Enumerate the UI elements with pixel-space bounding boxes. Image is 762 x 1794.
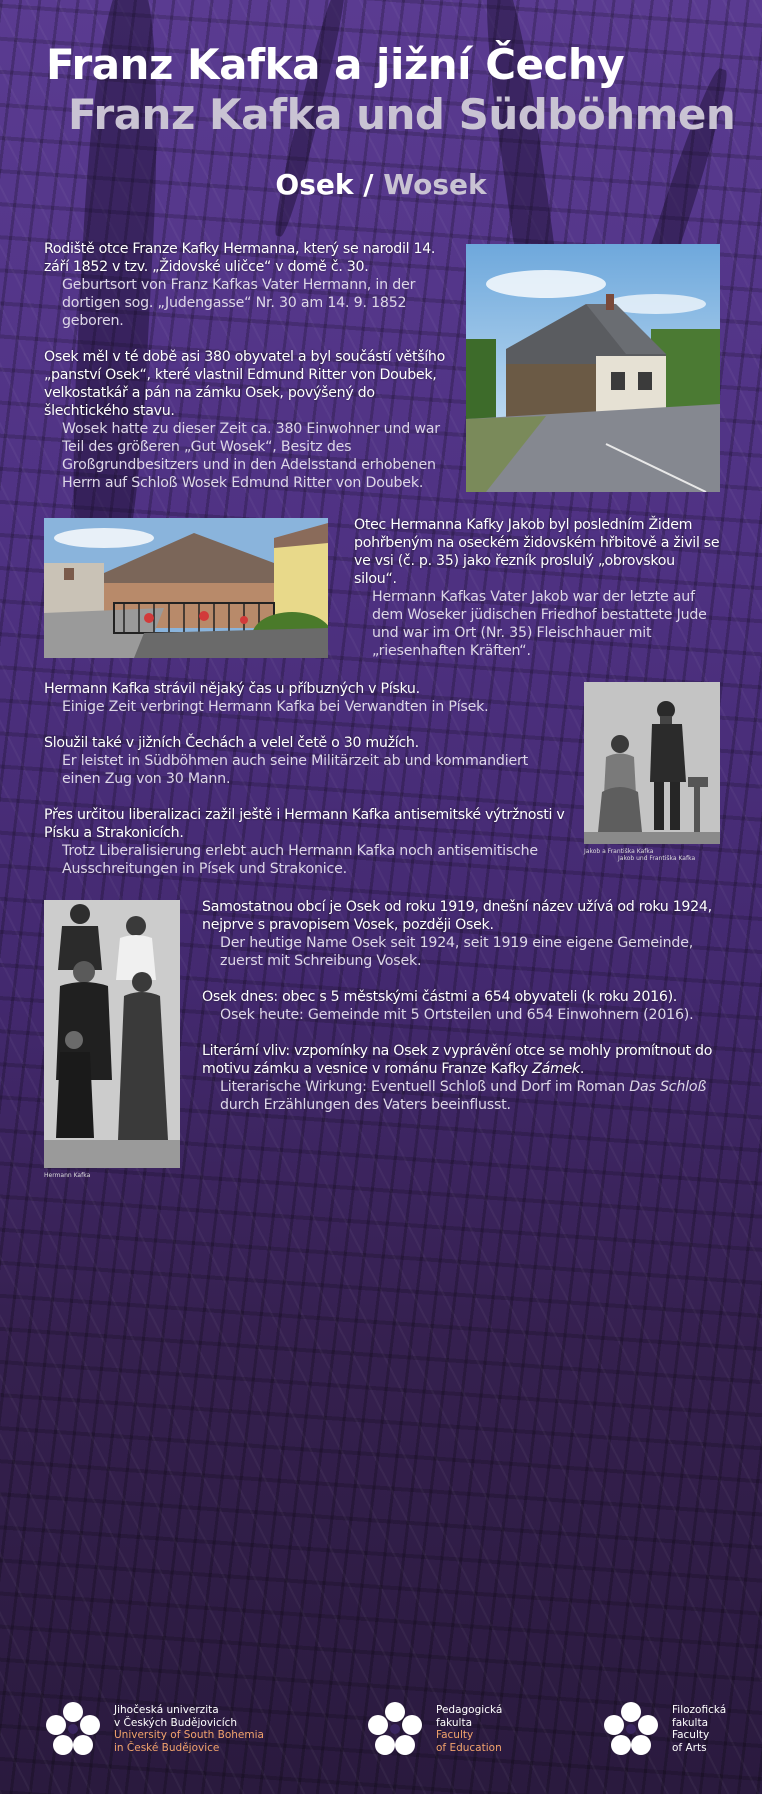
faculty-name-line: Filozofická xyxy=(672,1704,727,1716)
paragraph-czech: Rodiště otce Franze Kafky Hermanna, který se narodil 14. září 1852 v tzv. „Židovské uličce“ v domě č. 30. xyxy=(44,241,436,275)
place-heading xyxy=(0,168,762,201)
faculty-education-logo-icon xyxy=(366,1700,424,1758)
footer-faculty-arts xyxy=(602,1700,726,1758)
university-logo-icon xyxy=(44,1700,102,1758)
paragraph-czech: Osek měl v té době asi 380 obyvatel a byl součástí většího „panství Osek“, které vlastnil Edmund Ritter von Doubek, velkostatkář a pán na zámku Osek, povýšený do šlechtického stavu. xyxy=(44,349,446,419)
paragraph-czech: Otec Hermanna Kafky Jakob byl posledním Židem pohřbeným na oseckém židovském hřbitově a živil se ve vsi (č. p. 35) jako řezník proslulý „obrovskou silou“. xyxy=(354,517,720,587)
place-name-czech: Osek / xyxy=(275,168,374,201)
caption-couple-german: Jakob und Františka Kafka xyxy=(618,855,696,862)
photo-street xyxy=(44,518,328,658)
text-block-osek-today xyxy=(202,898,720,1114)
literary-end-czech: . xyxy=(579,1061,585,1077)
caption-hermann-kafka: Hermann Kafka xyxy=(44,1172,91,1179)
novel-title-german: Das Schloß xyxy=(629,1079,707,1095)
university-name-line: Jihočeská univerzita xyxy=(114,1704,219,1716)
paragraph-german: Wosek hatte zu dieser Zeit ca. 380 Einwohner und war Teil des größeren „Gut Wosek“, Besitz des Großgrundbesitzers und in den Adelsstand erhobenen Herrn auf Schloß Wosek Edmund Ritter von Doubek. xyxy=(62,421,440,491)
caption-couple-czech: Jakob a Františka Kafka xyxy=(584,848,654,855)
literary-text-german: Literarische Wirkung: Eventuell Schloß und Dorf im Roman xyxy=(220,1079,630,1095)
university-name-line: in České Budějovice xyxy=(114,1741,220,1754)
novel-title-czech: Zámek xyxy=(532,1061,580,1077)
university-name xyxy=(114,1704,264,1754)
title-czech: Franz Kafka a jižní Čechy xyxy=(46,40,625,89)
text-block-birthplace xyxy=(44,240,446,492)
paragraph-german: Geburtsort von Franz Kafkas Vater Hermann, in der dortigen sog. „Judengasse“ Nr. 30 am 14. 9. 1852 geboren. xyxy=(62,277,416,329)
place-name-german: Wosek xyxy=(383,168,487,201)
caption-couple xyxy=(584,848,720,862)
footer-faculty-education xyxy=(366,1700,502,1758)
footer-university xyxy=(44,1700,264,1758)
faculty-name-line: Faculty xyxy=(436,1729,474,1741)
literary-end-german: durch Erzählungen des Vaters beeinflusst. xyxy=(220,1097,511,1113)
faculty-name-line: fakulta xyxy=(436,1716,473,1729)
text-block-hermann xyxy=(44,680,568,878)
paragraph-german: Der heutige Name Osek seit 1924, seit 1919 eine eigene Gemeinde, zuerst mit Schreibung Vosek. xyxy=(220,935,694,969)
paragraph-czech: Samostatnou obcí je Osek od roku 1919, dnešní název užívá od roku 1924, nejprve s pravopisem Vosek, později Osek. xyxy=(202,899,712,933)
paragraph-czech: Hermann Kafka strávil nějaký čas u příbuzných v Písku. xyxy=(44,681,420,697)
paragraph-czech: Sloužil také v jižních Čechách a velel četě o 30 mužích. xyxy=(44,735,419,751)
literary-text-czech: Literární vliv: vzpomínky na Osek z vyprávění otce se mohly promítnout do motivu zámku a vesnice v románu Franze Kafky xyxy=(202,1043,713,1077)
paragraph-german xyxy=(202,1078,720,1114)
photo-birth-house xyxy=(466,244,720,492)
faculty-arts-name xyxy=(672,1704,726,1754)
paragraph-czech xyxy=(202,1042,720,1078)
paragraph-german: Er leistet in Südböhmen auch seine Militärzeit ab und kommandiert einen Zug von 30 Mann. xyxy=(62,753,528,787)
paragraph-czech: Přes určitou liberalizaci zažil ještě i Hermann Kafka antisemitské výtržnosti v Písku a Strakonicích. xyxy=(44,807,565,841)
university-name-line: v Českých Budějovicích xyxy=(114,1716,238,1729)
text-block-jakob xyxy=(354,516,720,660)
faculty-name-line: of Education xyxy=(436,1741,502,1754)
paragraph-german: Einige Zeit verbringt Hermann Kafka bei Verwandten in Písek. xyxy=(62,699,489,715)
faculty-arts-logo-icon xyxy=(602,1700,660,1758)
photo-hermann-kafka-family xyxy=(44,900,180,1168)
paragraph-czech: Osek dnes: obec s 5 městskými částmi a 654 obyvateli (k roku 2016). xyxy=(202,989,678,1005)
faculty-name-line: Faculty xyxy=(672,1729,710,1741)
faculty-education-name xyxy=(436,1704,502,1754)
university-name-line: University of South Bohemia xyxy=(114,1729,264,1741)
paragraph-german: Trotz Liberalisierung erlebt auch Hermann Kafka noch antisemitische Ausschreitungen in Písek und Strakonice. xyxy=(62,843,538,877)
paragraph-german: Hermann Kafkas Vater Jakob war der letzte auf dem Woseker jüdischen Friedhof bestattete Jude und war im Ort (Nr. 35) Fleischhauer mit „riesenhaften Kräften“. xyxy=(372,589,707,659)
photo-jakob-frantiska xyxy=(584,682,720,844)
faculty-name-line: fakulta xyxy=(672,1716,709,1729)
paragraph-german: Osek heute: Gemeinde mit 5 Ortsteilen und 654 Einwohnern (2016). xyxy=(220,1007,694,1023)
faculty-name-line: Pedagogická xyxy=(436,1704,503,1716)
faculty-name-line: of Arts xyxy=(672,1741,707,1754)
title-german: Franz Kafka und Südböhmen xyxy=(68,90,736,139)
